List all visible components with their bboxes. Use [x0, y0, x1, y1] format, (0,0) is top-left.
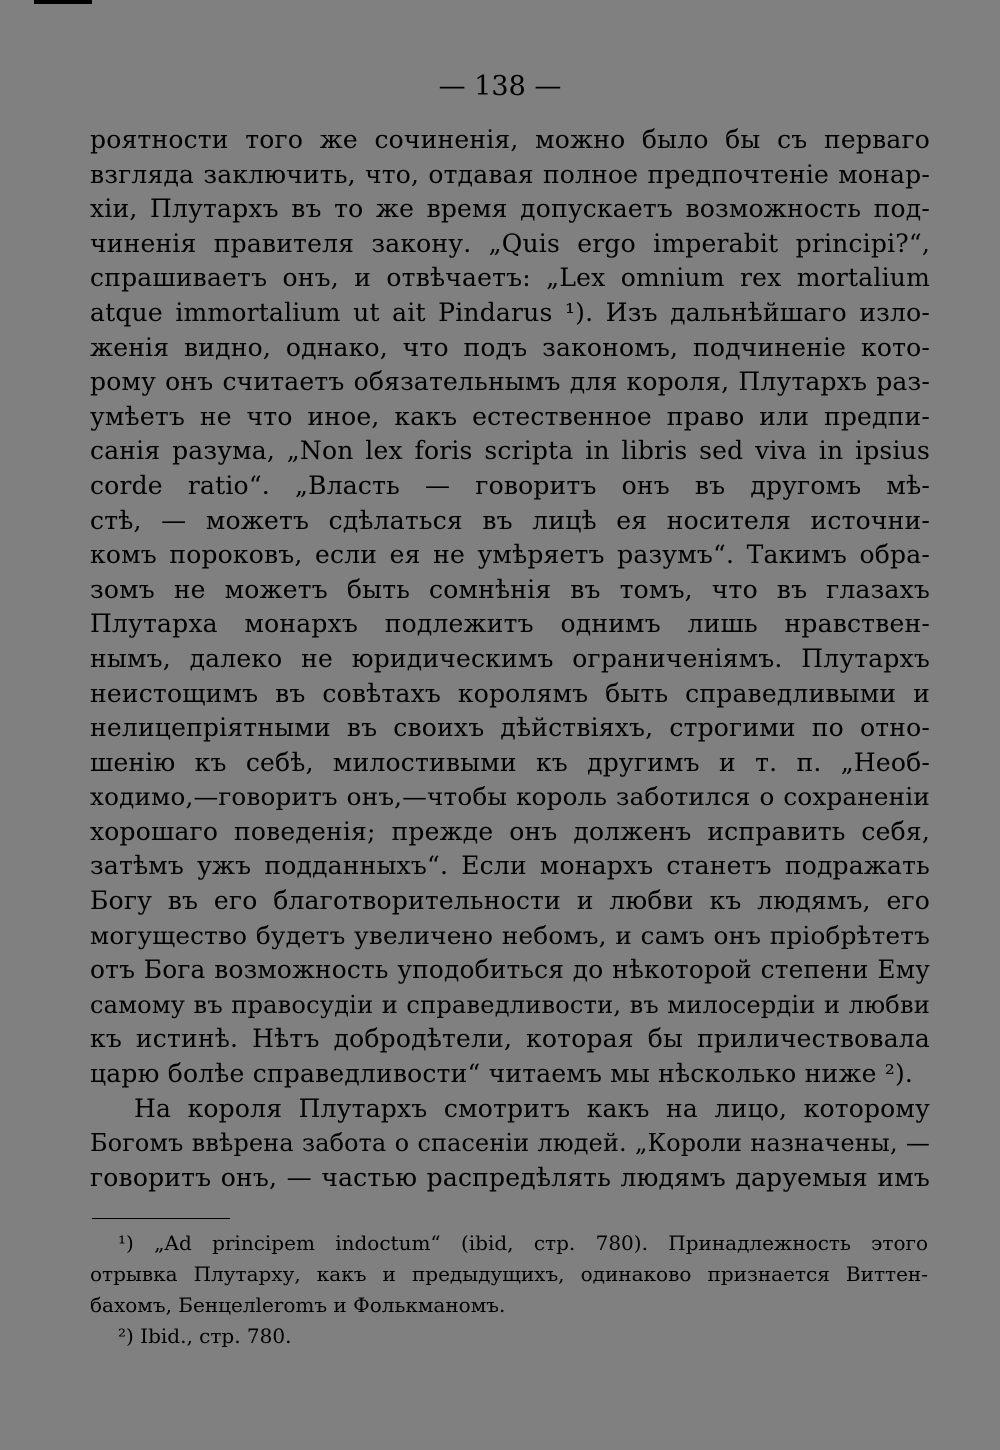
text-line: спрашиваетъ онъ, и отвѣчаетъ: „Lex omnium rex mortalium [90, 263, 930, 293]
text-line: Плутарха монархъ подлежитъ однимъ лишь нравствен- [90, 609, 930, 639]
footnote-line: отрывка Плутарху, какъ и предыдущихъ, одинаково признается Виттен- [90, 1262, 928, 1286]
text-line: царю болѣе справедливости“ читаемъ мы нѣсколько ниже ²). [90, 1059, 914, 1089]
text-line: хіи, Плутархъ въ то же время допускаетъ возможность под- [90, 194, 930, 224]
text-line: шенію къ себѣ, милостивыми къ другимъ и т. п. „Необ- [90, 747, 930, 777]
text-line: отъ Бога возможность уподобиться до нѣкоторой степени Ему [90, 955, 930, 985]
text-line: Богомъ ввѣрена забота о спасеніи людей. „Короли назначены, — [90, 1129, 930, 1158]
text-line: комъ пороковъ, если ея не умѣряетъ разумъ“. Такимъ обра- [90, 540, 930, 570]
text-line: санія разума, „Non lex foris scripta in libris sed viva in ipsius [90, 436, 930, 466]
footnote-line: ²) Ibid., стр. 780. [118, 1324, 292, 1348]
footnote-line: бахомъ, Бенцелleromъ и Фолькманомъ. [90, 1293, 506, 1317]
text-line: На короля Плутархъ смотритъ какъ на лицо, которому [134, 1093, 930, 1123]
text-line: рому онъ считаетъ обязательнымъ для короля, Плутархъ раз- [90, 367, 930, 397]
text-line: неистощимъ въ совѣтахъ королямъ быть справедливыми и [90, 678, 930, 708]
text-line: говоритъ онъ, — частью распредѣлять людямъ даруемыя имъ [90, 1162, 930, 1192]
footnote-1 [90, 1228, 928, 1321]
text-line: нымъ, далеко не юридическимъ ограниченіямъ. Плутархъ [90, 643, 930, 673]
text-line: стѣ, — можетъ сдѣлаться въ лицѣ ея носителя источни- [90, 505, 930, 535]
text-line: умѣетъ не что иное, какъ естественное право или предпи- [90, 401, 930, 431]
text-line: corde ratio“. „Власть — говоритъ онъ въ другомъ мѣ- [90, 470, 930, 500]
text-line: Богу въ его благотворительности и любви къ людямъ, его [90, 886, 930, 916]
text-line: чиненія правителя закону. „Quis ergo imperabit principi?“, [90, 228, 930, 258]
page-number: — 138 — [438, 71, 562, 102]
text-line: затѣмъ ужъ подданныхъ“. Если монархъ станетъ подражать [90, 851, 930, 881]
text-line: къ истинѣ. Нѣтъ добродѣтели, которая бы приличествовала [90, 1024, 930, 1054]
text-line: роятности того же сочиненія, можно было бы съ перваго [90, 125, 930, 154]
paragraph-2 [90, 1092, 930, 1196]
text-line: самому въ правосудіи и справедливости, въ милосердіи и любви [90, 990, 930, 1019]
footnote-divider [92, 1218, 230, 1219]
paragraph-1 [90, 123, 930, 1092]
text-line: нелицепріятными въ своихъ дѣйствіяхъ, строгими по отно- [90, 713, 930, 743]
text-line: ходимо,—говоритъ онъ,—чтобы король заботился о сохраненіи [90, 782, 930, 812]
footnote-2 [90, 1321, 928, 1352]
text-line: хорошаго поведенія; прежде онъ долженъ исправить себя, [90, 816, 930, 846]
text-line: atque immortalium ut ait Pindarus ¹). Изъ дальнѣйшаго изло- [90, 297, 930, 327]
footnote-line: ¹) „Ad principem indoctum“ (ibid, стр. 780). Принадлежность этого [118, 1231, 928, 1255]
text-line: зомъ не можетъ быть сомнѣнія въ томъ, что въ глазахъ [90, 574, 930, 604]
text-line: взгляда заключить, что, отдавая полное предпочтеніе монар- [90, 159, 930, 189]
footnotes [90, 1228, 928, 1352]
text-line: женія видно, однако, что подъ закономъ, подчиненіе кото- [90, 332, 930, 362]
text-line: могущество будетъ увеличено небомъ, и самъ онъ пріобрѣтетъ [90, 920, 930, 950]
scan-edge-mark [34, 0, 92, 4]
main-text [90, 123, 930, 1195]
